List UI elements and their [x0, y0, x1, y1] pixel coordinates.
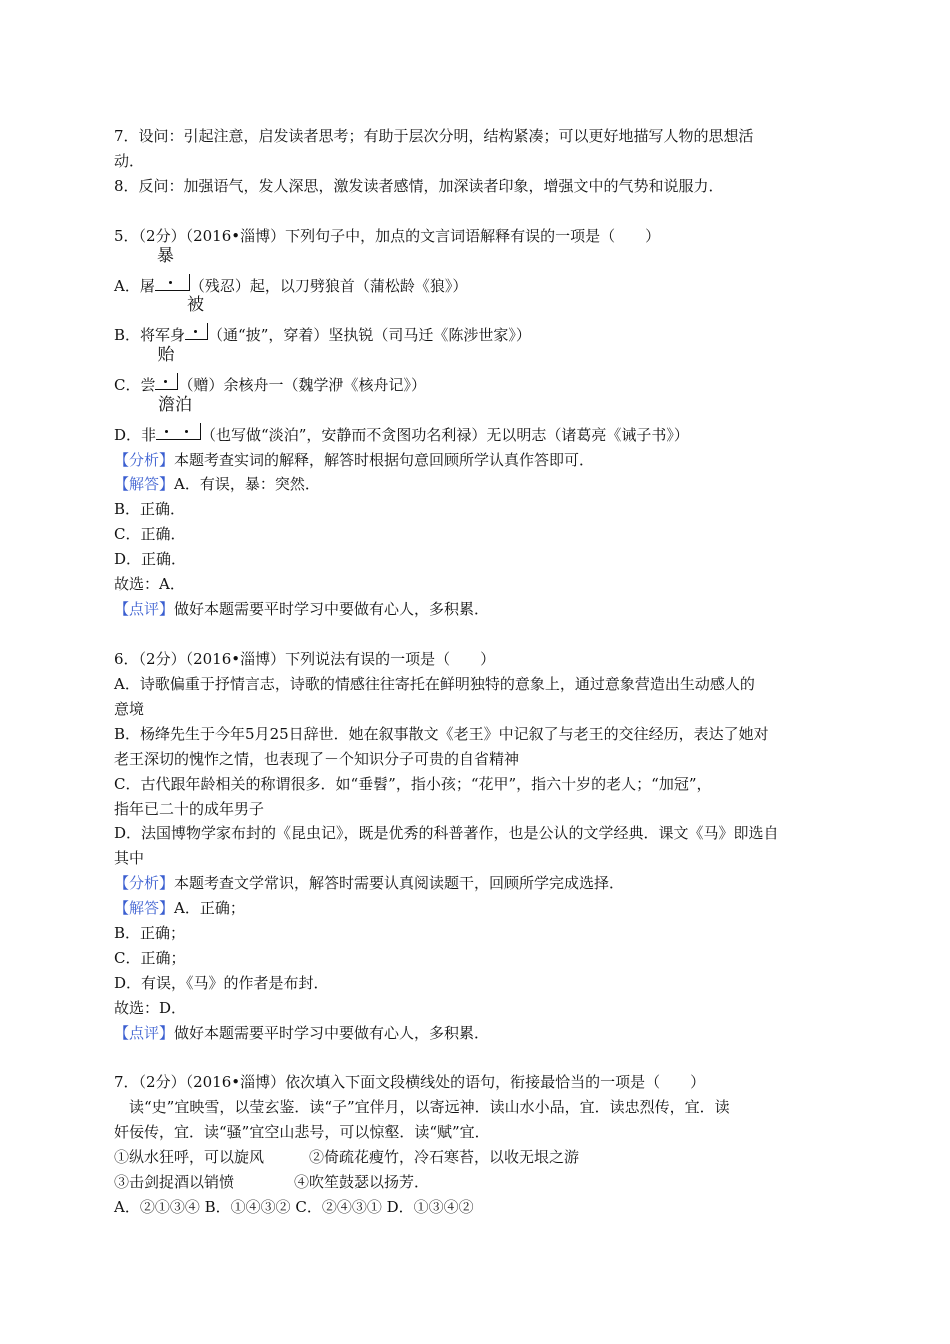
- text-line: A．诗歌偏重于抒情言志，诗歌的情感往往寄托在鲜明独特的意象上，通过意象营造出生动感人的: [114, 675, 755, 693]
- dotted-word-text: 暴: [156, 246, 174, 266]
- q5-option-c: [114, 345, 426, 395]
- q6-comment: [114, 1023, 489, 1043]
- emphasis-dot: [165, 430, 168, 433]
- comment-text: 做好本题需要平时学习中要做有心人，多积累．: [174, 600, 490, 618]
- comment-tag: 【点评】: [114, 600, 175, 618]
- analysis-text: 本题考查文学常识，解答时需要认真阅读题干，回顾所学完成选择．: [174, 874, 625, 892]
- dotted-word-text: 被: [187, 295, 205, 315]
- question-7-stem: 7．（2分）（2016•淄博）依次填入下面文段横线处的语句，衔接最恰当的一项是（ ）: [114, 1073, 706, 1091]
- answer-line: B．正确；: [114, 924, 186, 942]
- text-line: C．古代跟年龄相关的称谓很多．如“垂髫”，指小孩；“花甲”，指六十岁的老人；“加冠”，: [114, 775, 712, 793]
- analysis-tag: 【分析】: [114, 874, 175, 892]
- dotted-word: [156, 395, 201, 440]
- text-line: ①纵水狂呼，可以旋风 ②倚疏花瘦竹，冷石寒苔，以收无垠之游: [114, 1148, 580, 1166]
- option-text: A．屠: [114, 277, 155, 295]
- question-5-stem: 5．（2分）（2016•淄博）下列句子中，加点的文言词语解释有误的一项是（ ）: [114, 227, 661, 245]
- comment-tag: 【点评】: [114, 1024, 175, 1042]
- answer-tag: 【解答】: [114, 899, 175, 917]
- answer-line: C．正确；: [114, 949, 186, 967]
- text-line: 7．设问：引起注意，启发读者思考；有助于层次分明，结构紧凑；可以更好地描写人物的思想活: [114, 127, 754, 145]
- text-line: 读“史”宜映雪，以莹玄鉴．读“子”宜伴月，以寄远神．读山水小品，宜．读忠烈传，宜．读: [114, 1098, 730, 1116]
- answer-line: 故选：A．: [114, 575, 185, 593]
- option-text: B．将军身: [114, 326, 186, 344]
- text-line: D．法国博物学家布封的《昆虫记》，既是优秀的科普著作，也是公认的文学经典．课文《马》即选自: [114, 824, 779, 842]
- emphasis-dot: [185, 430, 188, 433]
- dotted-word-text: 贻: [157, 345, 175, 365]
- dotted-word: [185, 295, 208, 340]
- option-text: （也写做“淡泊”，安静而不贪图功名利禄）无以明志（诸葛亮《诫子书》）: [201, 426, 689, 444]
- emphasis-dot: [194, 330, 197, 333]
- text-line: B．杨绛先生于今年5月25日辞世．她在叙事散文《老王》中记叙了与老王的交往经历，表达了她对: [114, 725, 769, 743]
- analysis-text: 本题考查实词的解释，解答时根据句意回顾所学认真作答即可．: [174, 451, 595, 469]
- q5-answer: [114, 474, 320, 494]
- answer-tag: 【解答】: [114, 475, 175, 493]
- text-line: 其中: [114, 849, 145, 867]
- dotted-word-text: 澹泊: [158, 395, 193, 415]
- answer-line: C．正确．: [114, 525, 186, 543]
- dotted-word: [155, 246, 190, 291]
- text-line: 动．: [114, 152, 145, 170]
- option-text: （赠）余核舟一（魏学洢《核舟记》）: [178, 376, 426, 394]
- text-line: 8．反问：加强语气，发人深思，激发读者感情，加深读者印象，增强文中的气势和说服力．: [114, 177, 724, 195]
- text-line: ③击剑捉酒以销愤 ④吹笙鼓瑟以扬芳．: [114, 1173, 430, 1191]
- q5-comment: [114, 599, 489, 619]
- analysis-tag: 【分析】: [114, 451, 175, 469]
- q5-option-d: [114, 395, 689, 445]
- q7-options: A．②①③④ B．①④③② C．②④③① D．①③④②: [114, 1198, 474, 1216]
- option-text: （残忍）起，以刀劈狼首（蒲松龄《狼》）: [189, 277, 468, 295]
- option-text: C．尝: [114, 376, 156, 394]
- emphasis-dot: [169, 281, 172, 284]
- question-6-stem: 6．（2分）（2016•淄博）下列说法有误的一项是（ ）: [114, 650, 496, 668]
- comment-text: 做好本题需要平时学习中要做有心人，多积累．: [174, 1024, 490, 1042]
- q5-analysis: [114, 450, 594, 470]
- answer-line: D．正确．: [114, 550, 187, 568]
- emphasis-dot: [164, 380, 167, 383]
- answer-line: D．有误，《马》的作者是布封．: [114, 974, 329, 992]
- text-line: 老王深切的愧怍之情，也表现了－个知识分子可贵的自省精神: [114, 750, 520, 768]
- q6-answer: [114, 898, 245, 918]
- dotted-word: [155, 345, 178, 390]
- option-text: D．非: [114, 426, 157, 444]
- answer-text: A．正确；: [174, 899, 245, 917]
- answer-text: A．有误，暴：突然．: [174, 475, 320, 493]
- q5-option-b: [114, 295, 531, 345]
- answer-line: 故选：D．: [114, 999, 187, 1017]
- option-text: （通“披”，穿着）坚执锐（司马迁《陈涉世家》）: [208, 326, 531, 344]
- text-line: 奸佞传，宜．读“骚”宜空山悲号，可以惊壑．读“赋”宜．: [114, 1123, 490, 1141]
- q5-option-a: [114, 246, 468, 296]
- answer-line: B．正确．: [114, 500, 186, 518]
- q6-analysis: [114, 873, 624, 893]
- text-line: 指年已二十的成年男子: [114, 800, 265, 818]
- text-line: 意境: [114, 700, 145, 718]
